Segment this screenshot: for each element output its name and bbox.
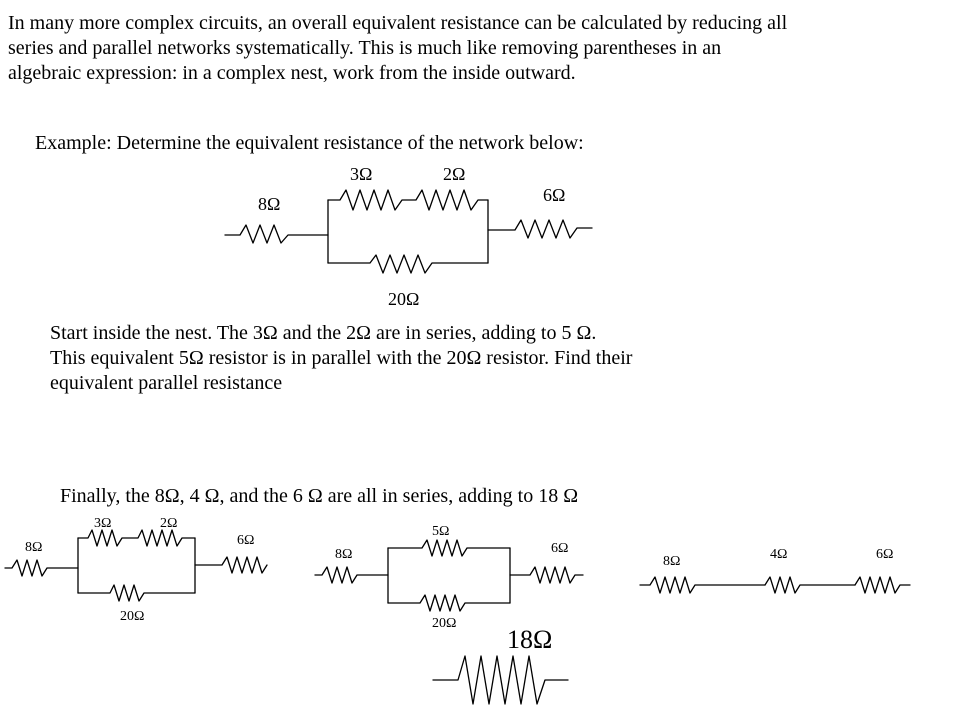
step2-resistor-6 <box>510 567 583 583</box>
main-circuit <box>225 164 592 309</box>
intro-line-3: algebraic expression: in a complex nest, work from the inside outward. <box>8 62 576 84</box>
main-resistor-3-2 <box>328 190 488 210</box>
main-resistor-20 <box>328 255 488 273</box>
step3-label-4: 4Ω <box>770 547 788 562</box>
main-resistor-8 <box>225 225 328 243</box>
step2-resistor-8 <box>315 567 388 583</box>
step2-label-5: 5Ω <box>432 524 450 539</box>
step1-resistor-6 <box>195 557 267 573</box>
step3-resistor-8 <box>640 577 765 593</box>
step1-resistor-8 <box>5 560 78 576</box>
final-statement: Finally, the 8Ω, 4 Ω, and the 6 Ω are all in series, adding to 18 Ω <box>60 485 579 507</box>
step1-resistor-3-2 <box>78 530 195 546</box>
explain-line-2: This equivalent 5Ω resistor is in parallel with the 20Ω resistor. Find their <box>50 347 633 369</box>
step-1-circuit <box>5 516 267 624</box>
step1-label-6: 6Ω <box>237 533 255 548</box>
final-resistor-18 <box>433 656 568 704</box>
step-3-circuit <box>640 547 910 593</box>
step2-resistor-20 <box>388 595 510 611</box>
step2-resistor-5 <box>388 540 510 556</box>
intro-line-2: series and parallel networks systematically. This is much like removing parentheses in an <box>8 37 722 59</box>
explain-line-1: Start inside the nest. The 3Ω and the 2Ω are in series, adding to 5 Ω. <box>50 322 597 344</box>
example-heading: Example: Determine the equivalent resistance of the network below: <box>35 132 584 154</box>
main-label-3: 3Ω <box>350 164 373 184</box>
final-circuit <box>433 625 568 704</box>
step1-label-3: 3Ω <box>94 516 112 531</box>
step3-resistor-4 <box>765 577 855 593</box>
step1-resistor-20 <box>78 585 195 601</box>
main-label-20: 20Ω <box>388 289 420 309</box>
main-label-6: 6Ω <box>543 185 566 205</box>
step2-label-6: 6Ω <box>551 541 569 556</box>
main-label-2: 2Ω <box>443 164 466 184</box>
step2-label-20: 20Ω <box>432 616 457 631</box>
step3-label-6: 6Ω <box>876 547 894 562</box>
intro-line-1: In many more complex circuits, an overall equivalent resistance can be calculated by reducing all <box>8 12 788 34</box>
step-2-circuit <box>315 524 583 631</box>
step3-label-8: 8Ω <box>663 554 681 569</box>
step1-label-2: 2Ω <box>160 516 178 531</box>
explain-line-3: equivalent parallel resistance <box>50 372 283 394</box>
step2-label-8: 8Ω <box>335 547 353 562</box>
main-label-8: 8Ω <box>258 194 281 214</box>
main-resistor-6 <box>488 220 592 238</box>
step3-resistor-6 <box>855 577 910 593</box>
final-label-18: 18Ω <box>507 625 553 654</box>
step1-label-8: 8Ω <box>25 540 43 555</box>
step1-label-20: 20Ω <box>120 609 145 624</box>
